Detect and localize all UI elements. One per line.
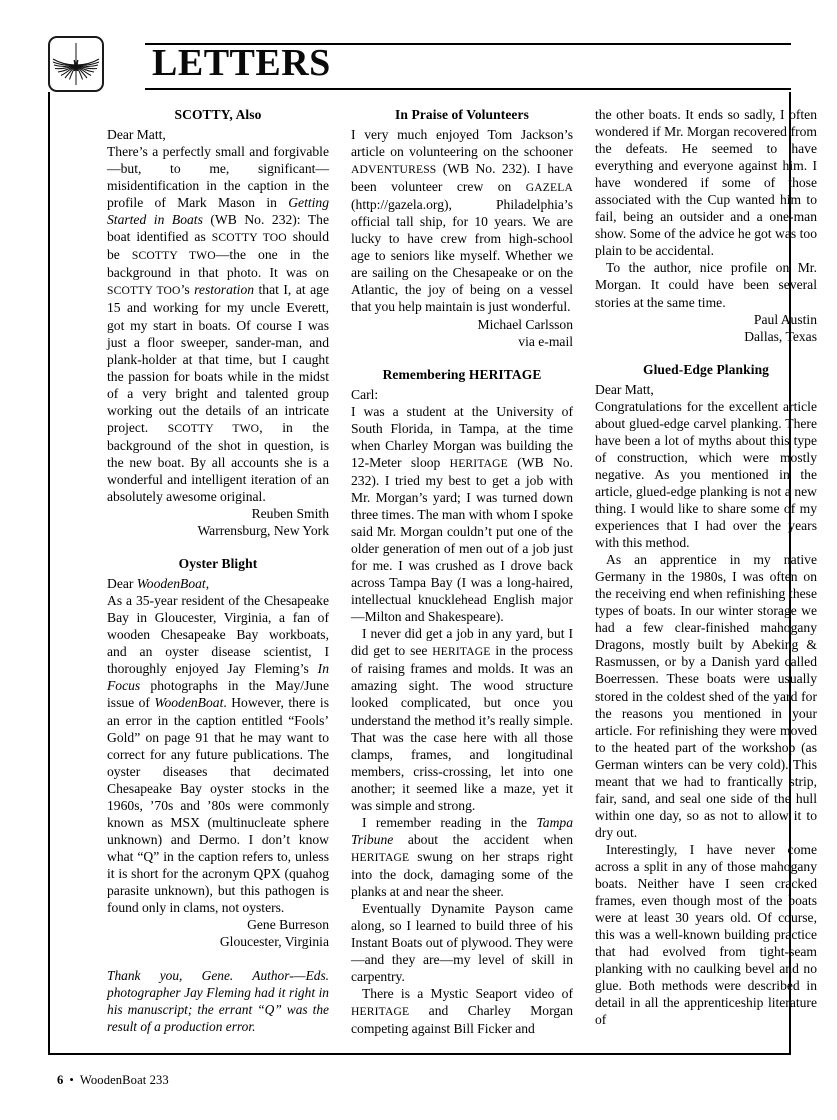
letter-salutation: Carl:: [351, 386, 379, 402]
footer-publication: WoodenBoat 233: [79, 1073, 169, 1087]
page-footer: [57, 1073, 169, 1088]
letter-paragraph: I was a student at the University of South Florida, in Tampa, at the time when Charley Morgan was building the 12-Meter sloop HERITAGE (WB No. 232). I tried my best to get a job with Mr. Morgan’s yard; I was turned down three times. The man with whom I spoke said Mr. Morgan couldn’t put one of the older generation of men out of a job just for me. I was crushed as I drove back across Tampa Bay (I was a long-haired, intellectual knucklehead English major—Milton and Shakespeare).: [351, 403, 573, 625]
editors-note: [107, 967, 329, 1035]
letter-signature-location: via e-mail: [518, 333, 573, 349]
letter-paragraph: Interestingly, I have never come across a split in any of those mahogany boats. Neither have I seen cracked frames, even though most of the boats were at least 30 years old. Of course, this was a well-known building practice that had evolved from tight-seam planking with no caulking bevel and no glue. Both methods were described in detail in all the apprenticeship literature of: [595, 841, 817, 1028]
letter-salutation: Dear Matt,: [107, 127, 166, 142]
masthead-rule-bottom: [145, 88, 791, 90]
letter-glued-edge-planking: [595, 361, 817, 1029]
letter-gap: [595, 345, 817, 361]
letter-salutation: Dear WoodenBoat,: [107, 576, 210, 592]
letter-signature-location: Dallas, Texas: [744, 328, 817, 344]
letter-paragraph: As a 35-year resident of the Chesapeake Bay in Gloucester, Virginia, a fan of wooden Chesapeake Bay workboats, and an oyster disease scientist, I thoroughly enjoyed Jay Fleming’s In Focus photographs in the May/June issue of WoodenBoat. However, there is an error in the caption entitled “Fools’ Gold” on page 91 that he may want to correct for any future publications. The oyster diseases that decimated Chesapeake Bay oyster stocks in the 1960s, ’70s and ’80s were commonly known as MSX (multinucleate sphere unknown) and Dermo. I don’t know what “Q” in the caption refers to, unless it is short for the acronym QPX (quahog parasite unknown), but this pathogen is found only in clams, not oysters.: [107, 593, 329, 916]
three-column-layout: [107, 106, 831, 1037]
letter-paragraph: I very much enjoyed Tom Jackson’s article on volunteering on the schooner ADVENTURESS (WB No. 232). I have been volunteer crew on GAZELA (http://gazela.org), Philadelphia’s official tall ship, for 10 years. We are lucky to have crew from high-school age to seniors like myself. Whether we are sailing on the Chesapeake or on the Atlantic, the joy of being on a vessel that you help maintain is just wonderful.: [351, 127, 573, 315]
letter-signature-name: Gene Burreson: [247, 917, 329, 933]
masthead: [48, 36, 791, 92]
letter-scotty-also: [107, 106, 329, 539]
letter-remembering-heritage-continued: [595, 106, 817, 345]
letter-gap: [351, 350, 573, 366]
letter-gap: [107, 539, 329, 555]
letter-heading: Remembering HERITAGE: [382, 366, 542, 382]
editors-note-text: Thank you, Gene. Author-photographer Jay Fleming had it right in his manuscript; the errant “Q” was the result of a production error.: [107, 968, 329, 1035]
letter-paragraph: There is a Mystic Seaport video of HERITAGE and Charley Morgan competing against Bill Ficker and: [351, 986, 573, 1037]
letter-oyster-blight: [107, 555, 329, 1035]
letter-paragraph: As an apprentice in my native Germany in the 1980s, I was often on the receiving end when refinishing these types of boats. In our winter storage we had a few clear-finished mahogany Dragons, mostly built by Abeking & Rasmussen, or by a Danish yard called Boerressen. These boats were usually stored in the coldest shed of the yard for the reasons you mentioned in your article. For refinishing they were moved to the heated part of the workshop (as German winters can be very cold). This meant that we had to frantically strip, fair, sand, and seal one side of the hull within one day, so as not to allow it to dry out.: [595, 552, 817, 840]
footer-separator: •: [69, 1073, 74, 1087]
editors-note-signoff: —Eds.: [293, 968, 329, 984]
letter-heading: Oyster Blight: [178, 556, 258, 572]
woodenboat-fan-logo-icon: [48, 36, 104, 92]
letter-paragraph: There’s a perfectly small and forgivable—but, to me, significant—misidentification in the caption in the profile of Mark Mason in Getting Started in Boats (WB No. 232): The boat identified as SCOTTY TOO should be SCOTTY TWO—the one in the background in that photo. It was on SCOTTY TOO’s restoration that I, at age 15 and working for my uncle Everett, got my start in boats. Of course I was just a floor sweeper, sander-man, and plank-holder at that time, but I caught the passion for boats while in the midst of a very bright and talented group working out the details of an intricate project. SCOTTY TWO, in the background of the shot in question, is the new boat. By all accounts she is a wonderful and intelligent iteration of an absolutely awesome original.: [107, 144, 330, 504]
page-title: LETTERS: [152, 42, 331, 84]
footer-page-number: 6: [57, 1073, 64, 1087]
letter-signature-name: Michael Carlsson: [477, 316, 573, 332]
letter-salutation: Dear Matt,: [595, 381, 654, 397]
letter-paragraph: I remember reading in the Tampa Tribune about the accident when HERITAGE swung on her straps right into the dock, damaging some of the planks at and near the sheer.: [351, 814, 573, 899]
letter-signature-location: Warrensburg, New York: [197, 523, 329, 539]
letter-heading: In Praise of Volunteers: [395, 107, 529, 122]
letter-paragraph: To the author, nice profile on Mr. Morgan. It could have been several stories at the same time.: [595, 260, 817, 310]
letter-signature-name: Reuben Smith: [251, 506, 329, 522]
column-3: [595, 106, 817, 1037]
letter-heading: SCOTTY, Also: [174, 107, 262, 122]
letter-paragraph: I never did get a job in any yard, but I did get to see HERITAGE in the process of raising frames and molds. It was an amazing sight. The wood structure looked complicated, but once you understand the method it’s really simple. That was the case here with all those clamps, frames, and longitudinal members, criss-crossing, let into one another; it seemed like a maze, yet it was simple and strong.: [351, 626, 573, 813]
letter-signature-location: Gloucester, Virginia: [219, 934, 329, 950]
letter-in-praise-of-volunteers: [351, 106, 573, 350]
letter-paragraph: Congratulations for the excellent article about glued-edge carvel planking. There have been a lot of myths about this type of construction, which were mostly negative. As you mentioned in the article, glued-edge planking is not a new thing. I would like to share some of my experiences that I had over the years with this method.: [595, 398, 817, 551]
letter-remembering-heritage: [351, 366, 573, 1038]
letters-content-box: [48, 92, 817, 1055]
letter-heading: Glued-Edge Planking: [642, 361, 770, 377]
letter-paragraph: the other boats. It ends so sadly, I often wondered if Mr. Morgan recovered from the defeats. He seemed to have everything and everyone against him. I have wondered if some of those associated with the Cup wanted him to fail, being an outsider and a one-man show. Some of the advice he got was too plain to be accidental.: [595, 107, 817, 259]
column-1: [107, 106, 329, 1037]
column-2: [351, 106, 573, 1037]
letter-paragraph: Eventually Dynamite Payson came along, so I learned to build three of his Instant Boats out of plywood. They were—and they are—my level of skill in carpentry.: [351, 901, 573, 985]
letter-signature-name: Paul Austin: [753, 311, 817, 327]
